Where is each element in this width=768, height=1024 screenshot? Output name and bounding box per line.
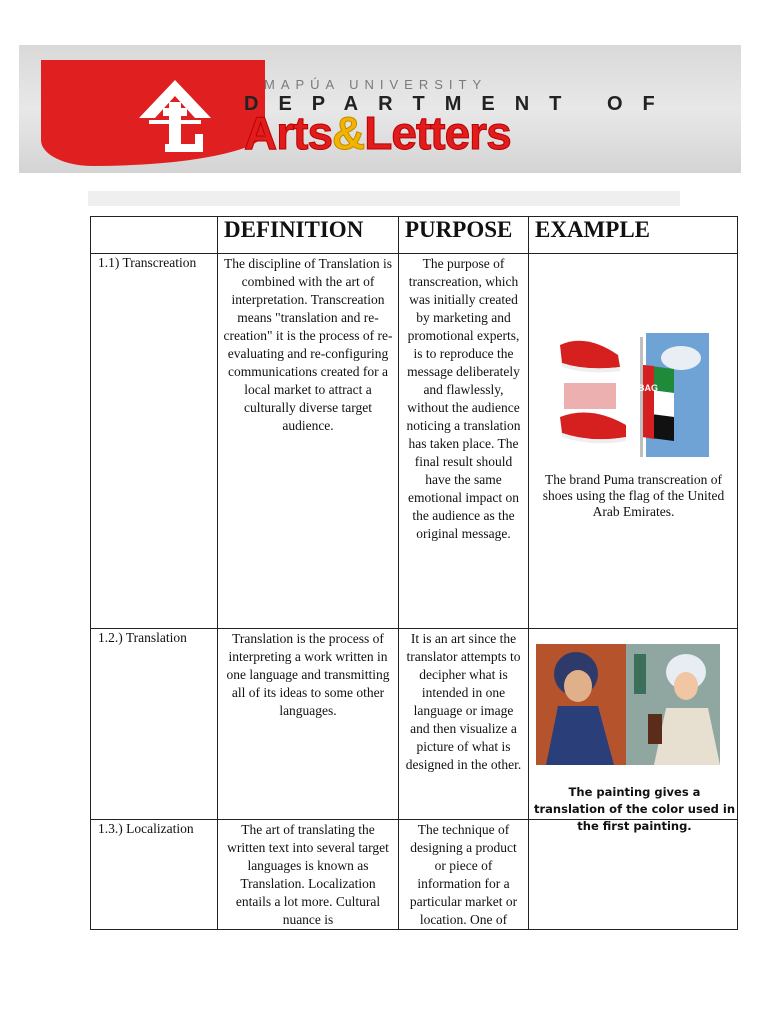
header-banner: [19, 45, 741, 173]
example-cell: [529, 820, 738, 930]
example-cell: [529, 254, 738, 629]
table-row: [91, 629, 738, 820]
comparison-table: [90, 216, 738, 930]
definition-cell: The discipline of Translation is combined with the art of interpretation. Transcreation means "translation and re-creation" it is the process of re-evaluating and re-configuring communications created for a local market to attract a culturally diverse target audience.: [218, 254, 399, 629]
purpose-cell: It is an art since the translator attempts to decipher what is intended in one language or image and then visualize a picture of what is designed in the other.: [399, 629, 529, 820]
purpose-cell: The purpose of transcreation, which was initially created by marketing and promotional experts, is to reproduce the message deliberately and flawlessly, without the audience noticing a translation has taken place. The final result should have the same emotional impact on the audience as the original message.: [399, 254, 529, 629]
table-row: [91, 820, 738, 930]
title-ampersand: &: [332, 107, 365, 159]
title-letters: Letters: [364, 107, 511, 159]
image-text: CLEVER LITTLE BAG: [566, 383, 658, 393]
header-empty: [91, 217, 218, 254]
table-header-row: [91, 217, 738, 254]
definition-cell: The art of translating the written text into several target languages is known as Translation. Localization entails a lot more. Cultural nuance is: [218, 820, 399, 930]
definition-cell: Translation is the process of interpreting a work written in one language and transmitting all of its ideas to some other languages.: [218, 629, 399, 820]
university-name: MAPÚA UNIVERSITY: [264, 77, 488, 92]
example-caption: The brand Puma transcreation of shoes using the flag of the United Arab Emirates.: [542, 472, 725, 519]
puma-shoes-image: [556, 333, 709, 457]
painting-image: [536, 644, 720, 765]
header-example: EXAMPLE: [529, 217, 738, 254]
row-label: 1.3.) Localization: [91, 820, 218, 930]
example-caption: The painting gives a translation of the color used in the first painting.: [533, 785, 736, 833]
example-cell: [529, 629, 738, 833]
al-logo-icon: [135, 78, 215, 154]
header-definition: DEFINITION: [218, 217, 399, 254]
department-label: DEPARTMENT OF: [244, 93, 675, 115]
row-label: 1.2.) Translation: [91, 629, 218, 820]
purpose-cell: The technique of designing a product or piece of information for a particular market or location. One of: [399, 820, 529, 930]
table-row: [91, 254, 738, 629]
title-arts: Arts: [244, 107, 333, 159]
divider-bar: [88, 191, 680, 206]
department-title: [244, 106, 511, 160]
row-label: 1.1) Transcreation: [91, 254, 218, 629]
header-purpose: PURPOSE: [399, 217, 529, 254]
